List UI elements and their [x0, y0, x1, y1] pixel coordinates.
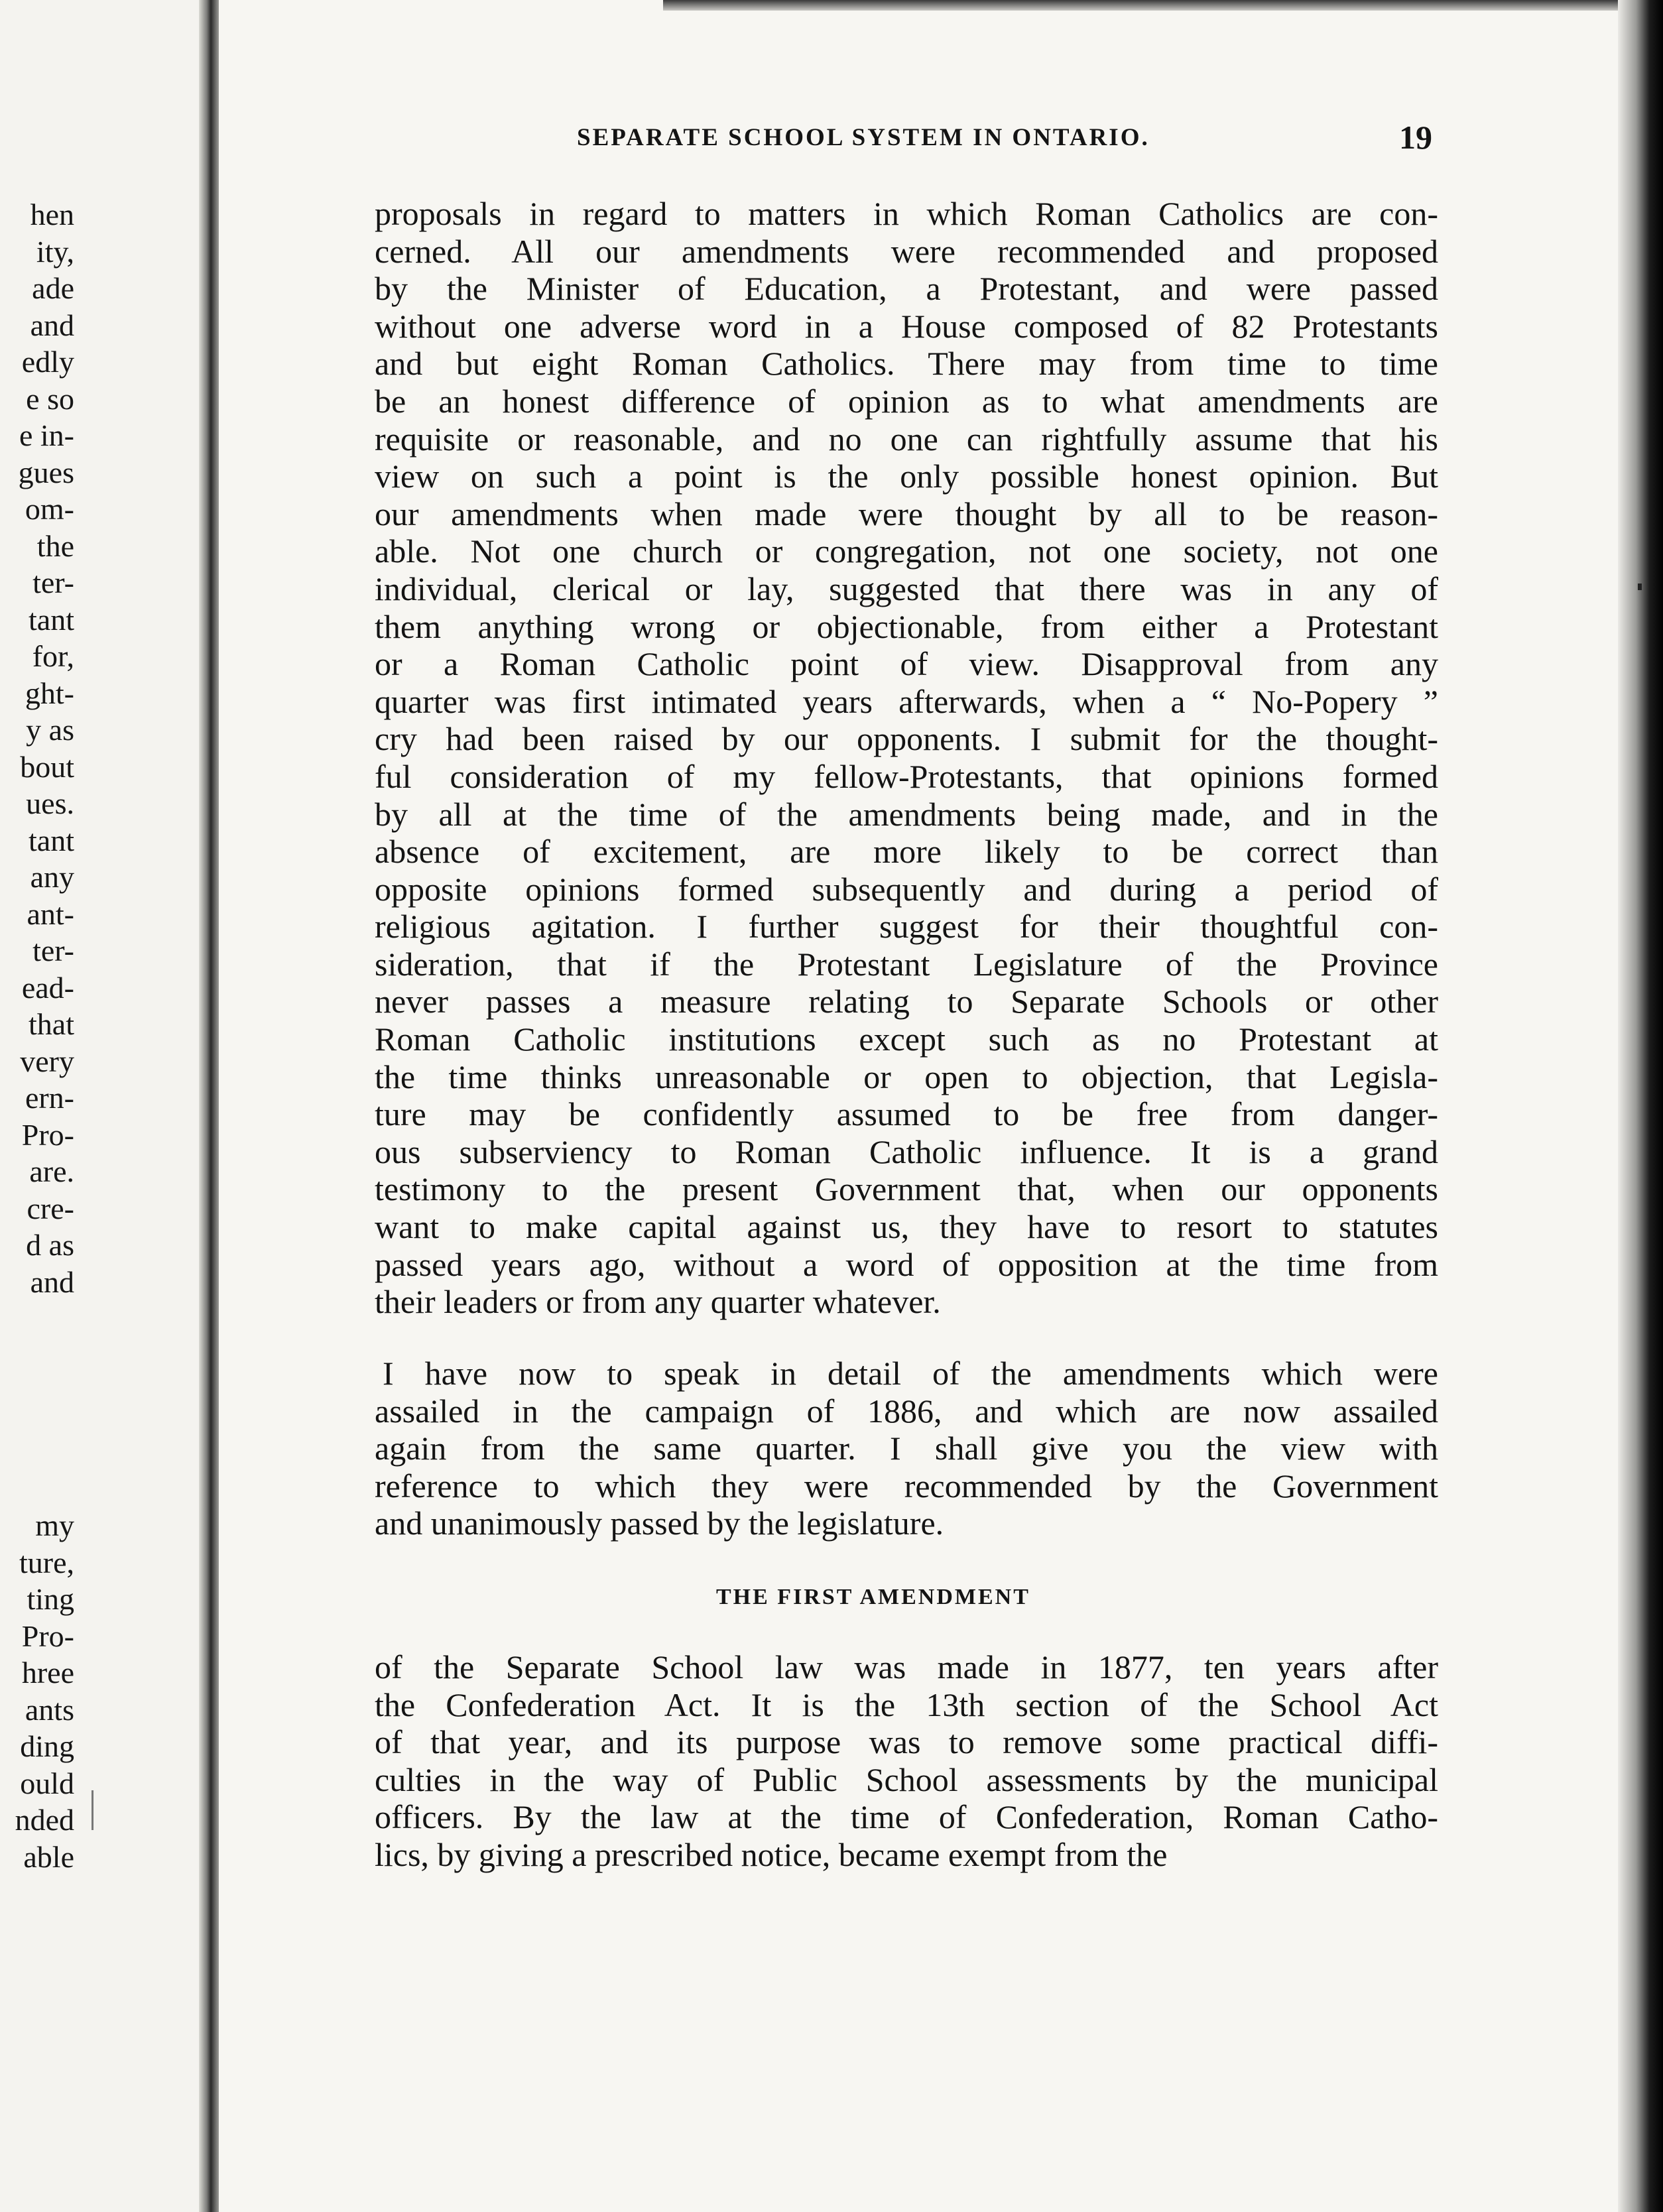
- left-page-fragment: ould: [20, 1766, 74, 1800]
- text-line: and unanimously passed by the legislature.: [375, 1505, 944, 1542]
- left-page-fragment: are.: [29, 1154, 74, 1188]
- left-page-fragment: tant: [29, 823, 74, 857]
- text-line: proposals in regard to matters in which Roman Catholics are con-: [375, 195, 1438, 232]
- left-page-fragment: y as: [26, 713, 74, 747]
- text-line: reference to which they were recommended by the Government: [375, 1467, 1438, 1505]
- text-line: never passes a measure relating to Separate Schools or other: [375, 983, 1438, 1020]
- text-line: by all at the time of the amendments being made, and in the: [375, 795, 1438, 833]
- left-page-fragment: edly: [21, 345, 74, 379]
- left-page-fragment: ants: [25, 1692, 74, 1727]
- left-page-fragment: ity,: [36, 234, 74, 269]
- section-heading: THE FIRST AMENDMENT: [716, 1585, 1030, 1609]
- left-page-fragment: e in-: [19, 418, 74, 452]
- left-page-fragment: ght-: [25, 676, 74, 710]
- left-page-fragment: Pro-: [21, 1619, 74, 1653]
- right-page-edge: [1618, 0, 1663, 2212]
- text-line: or a Roman Catholic point of view. Disapproval from any: [375, 645, 1438, 683]
- left-page-fragment: nded: [15, 1803, 74, 1837]
- left-page-fragment: that: [29, 1007, 74, 1041]
- top-edge-shadow: [663, 0, 1644, 11]
- text-line: culties in the way of Public School assessments by the municipal: [375, 1760, 1438, 1798]
- left-page-fragment: ter-: [32, 566, 74, 599]
- left-page-fragment: cre-: [27, 1191, 74, 1225]
- text-line: view on such a point is the only possible honest opinion. But: [375, 458, 1438, 495]
- left-page-fragment: ade: [32, 271, 74, 305]
- left-page-fragment: ding: [20, 1729, 74, 1763]
- text-line: testimony to the present Government that, when our opponents: [375, 1170, 1438, 1208]
- left-page-fragment: very: [20, 1044, 74, 1078]
- text-line: our amendments when made were thought by all to be reason-: [375, 495, 1438, 532]
- text-line: want to make capital against us, they have to resort to statutes: [375, 1208, 1438, 1246]
- left-page: [0, 0, 199, 2212]
- text-line: the Confederation Act. It is the 13th section of the School Act: [375, 1686, 1438, 1723]
- left-page-fragment: my: [35, 1508, 74, 1542]
- left-page-fragment: bout: [20, 749, 74, 784]
- left-page-fragment: ture,: [19, 1545, 74, 1579]
- text-line: individual, clerical or lay, suggested that there was in any of: [375, 570, 1438, 607]
- text-line: I have now to speak in detail of the amendments which were: [383, 1355, 1438, 1392]
- text-line: ous subserviency to Roman Catholic influence. It is a grand: [375, 1133, 1438, 1170]
- text-line: lics, by giving a prescribed notice, became exempt from the: [375, 1835, 1168, 1873]
- text-line: requisite or reasonable, and no one can rightfully assume that his: [375, 420, 1438, 458]
- text-line: cerned. All our amendments were recommended and proposed: [375, 232, 1438, 270]
- left-page-fragments-lower: [0, 1507, 74, 1875]
- text-line: absence of excitement, are more likely to be correct than: [375, 833, 1438, 871]
- text-line: without one adverse word in a House composed of 82 Protestants: [375, 307, 1438, 345]
- book-gutter: [199, 0, 219, 2212]
- left-page-fragment: ting: [27, 1582, 74, 1616]
- text-line: by the Minister of Education, a Protestant, and were passed: [375, 270, 1438, 308]
- text-line: sideration, that if the Protestant Legislature of the Province: [375, 945, 1438, 983]
- text-line: officers. By the law at the time of Confederation, Roman Catho-: [375, 1798, 1438, 1836]
- left-page-fragment: ead-: [21, 970, 74, 1005]
- page-number: 19: [1399, 119, 1432, 156]
- left-page-fragment: ant-: [27, 896, 74, 931]
- left-page-fragment: tant: [29, 602, 74, 637]
- left-page-fragment: om-: [25, 492, 74, 526]
- text-line: again from the same quarter. I shall give you the view with: [375, 1430, 1438, 1467]
- paragraph-2: [375, 1355, 1438, 1542]
- text-line: cry had been raised by our opponents. I submit for the thought-: [375, 720, 1438, 758]
- text-line: be an honest difference of opinion as to what amendments are: [375, 382, 1438, 420]
- running-head: SEPARATE SCHOOL SYSTEM IN ONTARIO.: [577, 124, 1150, 151]
- text-line: ful consideration of my fellow-Protestants, that opinions formed: [375, 757, 1438, 795]
- left-page-fragment: the: [36, 528, 74, 563]
- text-line: opposite opinions formed subsequently and during a period of: [375, 870, 1438, 908]
- left-page-fragment: and: [30, 308, 74, 342]
- text-line: ture may be confidently assumed to be free from danger-: [375, 1095, 1438, 1133]
- text-line: them anything wrong or objectionable, from either a Protestant: [375, 607, 1438, 645]
- paragraph-3: [375, 1648, 1438, 1874]
- text-line: and but eight Roman Catholics. There may from time to time: [375, 345, 1438, 383]
- left-page-fragment: ues.: [26, 786, 74, 820]
- speck-mark: [1638, 584, 1642, 590]
- left-page-fragment: ern-: [25, 1081, 74, 1115]
- left-page-fragment: ter-: [32, 934, 74, 967]
- text-line: Roman Catholic institutions except such as no Protestant at: [375, 1020, 1438, 1058]
- left-page-fragment: any: [30, 860, 74, 894]
- left-page-fragment: and: [30, 1264, 74, 1299]
- text-line: able. Not one church or congregation, not one society, not one: [375, 532, 1438, 570]
- text-line: assailed in the campaign of 1886, and which are now assailed: [375, 1392, 1438, 1430]
- left-page-fragment: d as: [26, 1228, 74, 1262]
- paragraph-1: [375, 195, 1438, 1321]
- left-page-fragment: hen: [30, 198, 74, 231]
- left-page-fragment: e so: [26, 381, 74, 416]
- left-page-fragment: able: [23, 1839, 74, 1874]
- left-page-fragment: hree: [21, 1656, 74, 1690]
- text-line: their leaders or from any quarter whatever.: [375, 1283, 941, 1321]
- left-page-fragment: Pro-: [21, 1117, 74, 1152]
- left-page-fragment: gues: [18, 455, 74, 489]
- text-line: religious agitation. I further suggest for their thoughtful con-: [375, 908, 1438, 946]
- left-page-fragment: for,: [32, 639, 74, 673]
- text-line: passed years ago, without a word of opposition at the time from: [375, 1245, 1438, 1283]
- text-line: the time thinks unreasonable or open to objection, that Legisla-: [375, 1058, 1438, 1095]
- text-line: of the Separate School law was made in 1877, ten years after: [375, 1648, 1438, 1686]
- speck-mark: [92, 1790, 93, 1830]
- text-line: of that year, and its purpose was to remove some practical diffi-: [375, 1723, 1438, 1761]
- text-line: quarter was first intimated years afterwards, when a “ No-Popery ”: [375, 682, 1438, 720]
- left-page-fragments-upper: [0, 196, 74, 1300]
